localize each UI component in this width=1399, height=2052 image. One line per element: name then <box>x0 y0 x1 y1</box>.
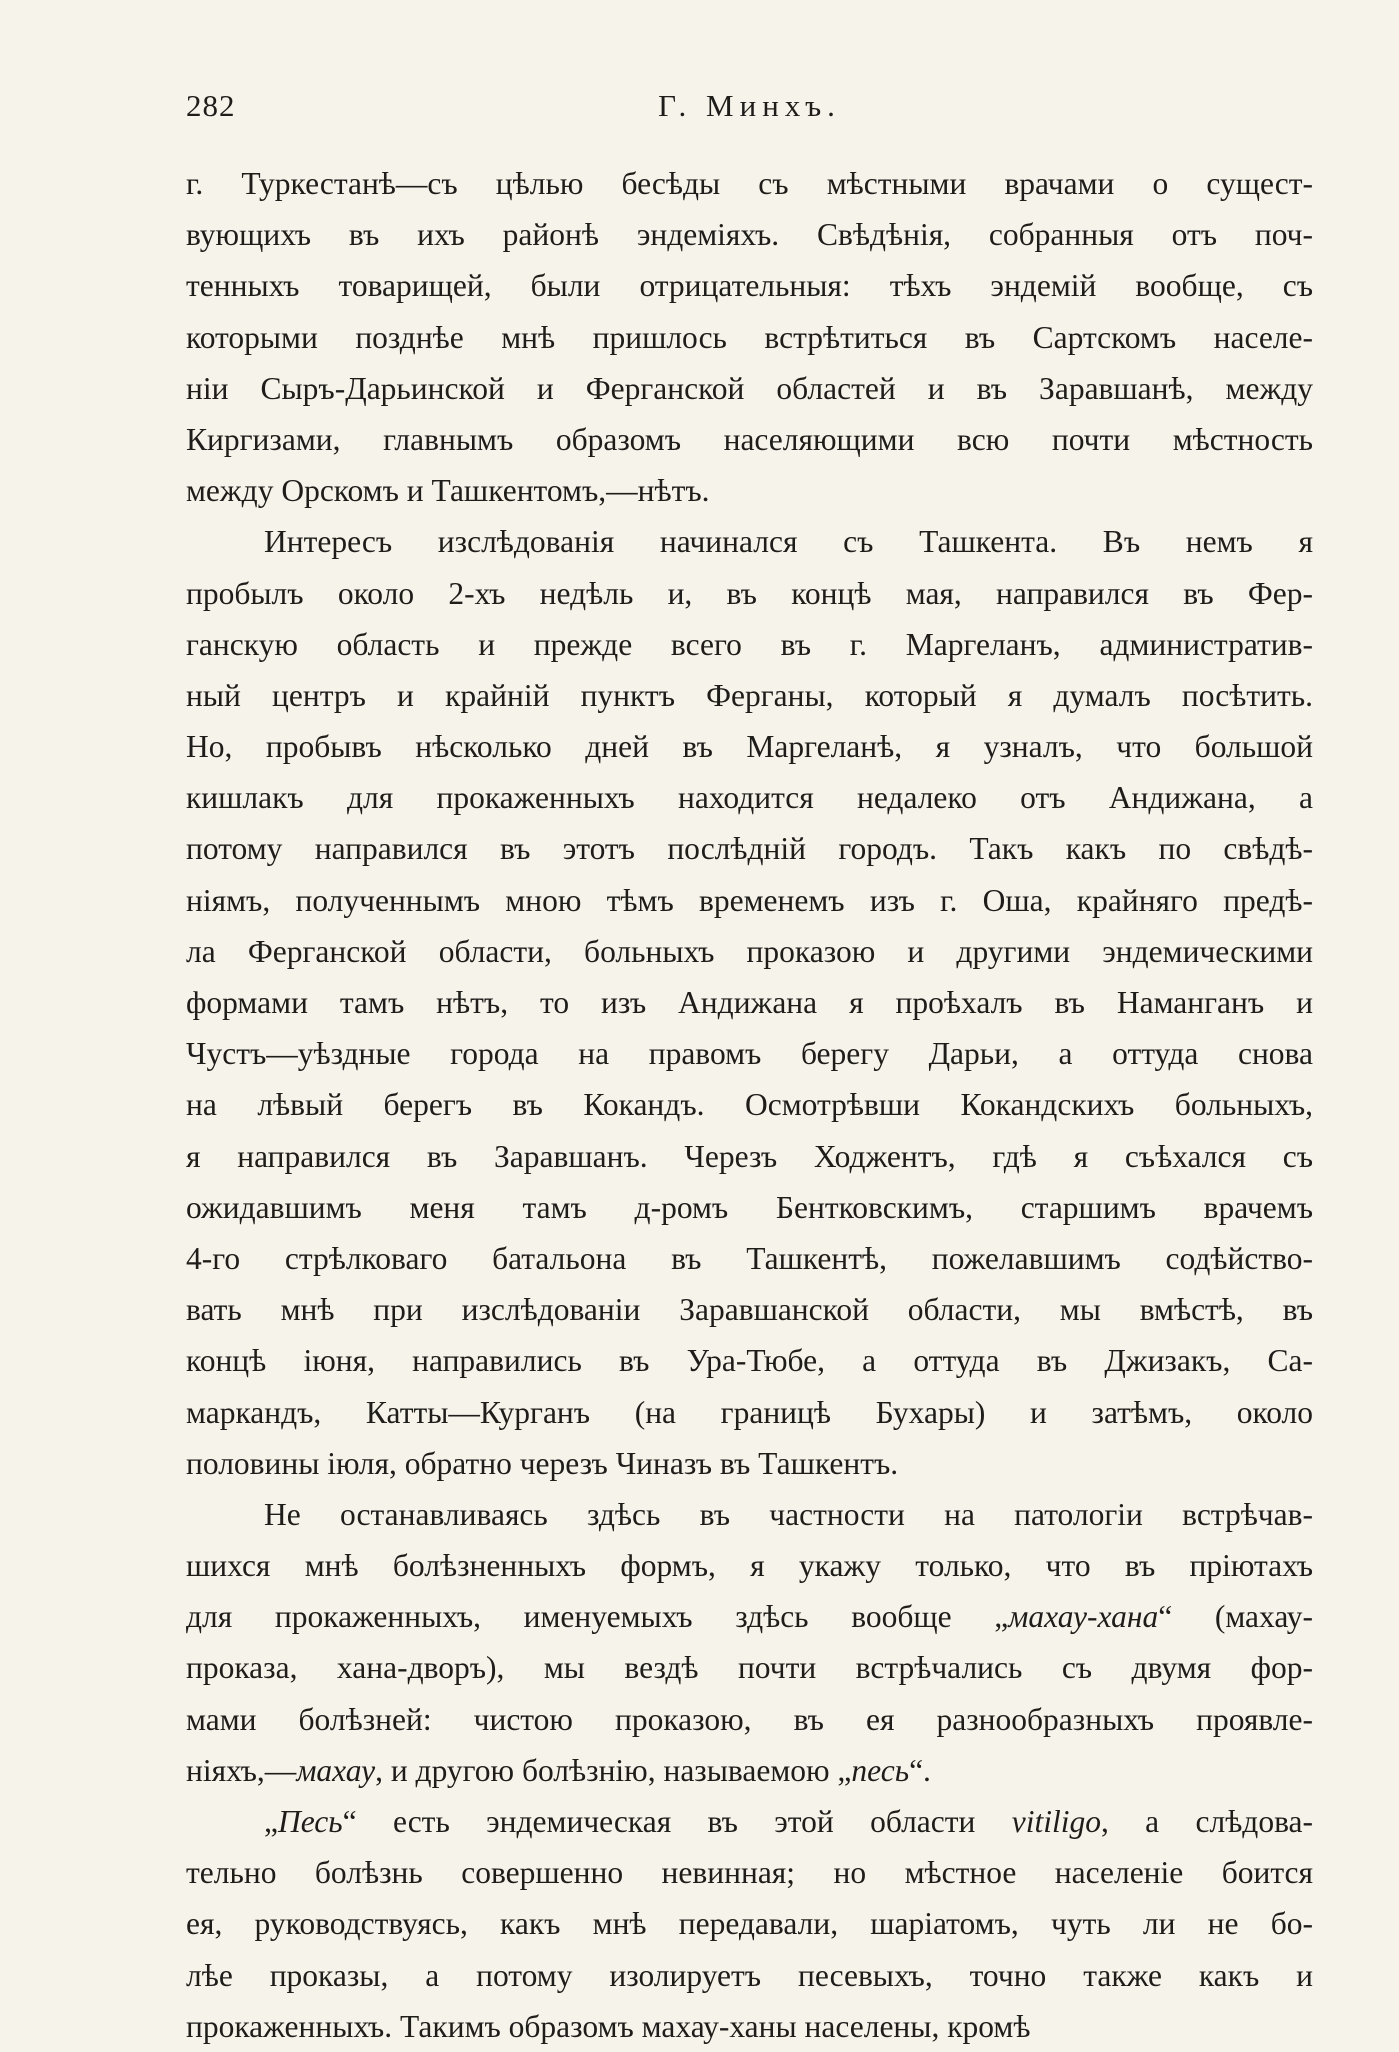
text-segment: на лѣвый берегъ въ Кокандъ. Осмотрѣвши Кокандскихъ больныхъ, <box>186 1087 1313 1123</box>
text-line <box>186 1950 1313 2001</box>
italic-text: vitiligo <box>1011 1804 1101 1839</box>
text-segment: “ (махау- <box>1158 1599 1313 1635</box>
page-header <box>186 88 1313 128</box>
text-line <box>186 209 1313 260</box>
body-text <box>186 158 1313 2052</box>
text-segment: Киргизами, главнымъ образомъ населяющими всю почти мѣстность <box>186 421 1313 457</box>
text-line <box>186 823 1313 874</box>
text-segment: 4-го стрѣлковаго батальона въ Ташкентѣ, пожелавшимъ содѣйство- <box>186 1240 1313 1276</box>
text-line <box>186 619 1313 670</box>
paragraph <box>186 516 1313 1489</box>
text-segment: ла Ферганской области, больныхъ проказою и другими эндемическими <box>186 933 1313 969</box>
text-line <box>186 363 1313 414</box>
text-segment: вать мнѣ при изслѣдованіи Заравшанской области, мы вмѣстѣ, въ <box>186 1292 1313 1328</box>
text-segment: ный центръ и крайній пунктъ Ферганы, который я думалъ посѣтить. <box>186 677 1313 713</box>
text-line <box>186 1540 1313 1591</box>
italic-text: песь <box>851 1752 910 1788</box>
text-segment: потому направился въ этотъ послѣдній городъ. Такъ какъ по свѣдѣ- <box>186 831 1313 867</box>
text-segment: лѣе проказы, а потому изолируетъ песевыхъ, точно также какъ и <box>186 1957 1313 1993</box>
text-segment: ганскую область и прежде всего въ г. Маргеланъ, административ- <box>186 626 1313 662</box>
text-line <box>186 670 1313 721</box>
text-line <box>186 465 1313 516</box>
paragraph <box>186 158 1313 516</box>
text-line <box>186 1694 1313 1745</box>
text-line <box>186 1745 1313 1796</box>
text-line <box>186 1079 1313 1130</box>
text-segment: вующихъ въ ихъ районѣ эндеміяхъ. Свѣдѣнія, собранныя отъ поч- <box>186 217 1313 253</box>
text-segment: которыми позднѣе мнѣ пришлось встрѣтиться въ Сартскомъ населе- <box>186 319 1313 355</box>
text-segment: г. Туркестанѣ—съ цѣлью бесѣды съ мѣстными врачами о сущест- <box>186 166 1313 201</box>
text-line <box>186 1335 1313 1386</box>
text-line <box>186 926 1313 977</box>
text-line <box>186 260 1313 311</box>
italic-text: махау-хана <box>1008 1599 1159 1635</box>
text-line <box>186 1898 1313 1949</box>
text-line <box>186 1489 1313 1540</box>
italic-text: Песь <box>277 1804 343 1839</box>
text-segment: Но, пробывъ нѣсколько дней въ Маргеланѣ, я узналъ, что большой <box>186 729 1313 765</box>
text-segment: я направился въ Заравшанъ. Черезъ Ходжентъ, гдѣ я съѣхался съ <box>186 1138 1313 1174</box>
text-line <box>186 414 1313 465</box>
text-segment: формами тамъ нѣтъ, то изъ Андижана я проѣхалъ въ Наманганъ и <box>186 985 1313 1020</box>
text-line <box>186 772 1313 823</box>
text-line <box>186 1182 1313 1233</box>
italic-text: махау <box>296 1752 376 1788</box>
running-title: Г. Минхъ. <box>658 88 841 123</box>
text-line <box>186 1028 1313 1079</box>
text-segment: проказа, хана-дворъ), мы вездѣ почти встрѣчались съ двумя фор- <box>186 1650 1313 1686</box>
text-line <box>186 977 1313 1028</box>
paragraph <box>186 1489 1313 1796</box>
text-line <box>186 2001 1313 2052</box>
text-segment: , а слѣдова- <box>1100 1804 1313 1839</box>
text-segment: мами болѣзней: чистою проказою, въ ея разнообразныхъ проявле- <box>186 1701 1313 1737</box>
text-segment: пробылъ около 2-хъ недѣль и, въ концѣ мая, направился въ Фер- <box>186 575 1313 611</box>
text-segment: для прокаженныхъ, именуемыхъ здѣсь вообще „ <box>186 1599 1009 1635</box>
text-segment: ніяхъ,— <box>186 1752 297 1788</box>
text-line <box>186 1233 1313 1284</box>
text-line <box>186 1387 1313 1438</box>
text-segment: Чустъ—уѣздные города на правомъ берегу Дарьи, а оттуда снова <box>186 1036 1313 1072</box>
text-line <box>186 568 1313 619</box>
text-segment: между Орскомъ и Ташкентомъ,—нѣтъ. <box>186 473 710 509</box>
text-segment: ніи Сыръ-Дарьинской и Ферганской областей и въ Заравшанѣ, между <box>186 370 1313 406</box>
text-segment: „ <box>264 1804 278 1839</box>
text-segment: Интересъ изслѣдованія начинался съ Ташкента. Въ немъ я <box>264 524 1313 560</box>
text-segment: тельно болѣзнь совершенно невинная; но мѣстное населеніе боится <box>186 1855 1313 1891</box>
text-segment: половины іюля, обратно черезъ Чиназъ въ Ташкентъ. <box>186 1445 899 1481</box>
text-line <box>186 516 1313 567</box>
text-line <box>186 1438 1313 1489</box>
text-segment: шихся мнѣ болѣзненныхъ формъ, я укажу только, что въ пріютахъ <box>186 1548 1313 1584</box>
text-line <box>186 1131 1313 1182</box>
text-line <box>186 1847 1313 1898</box>
text-segment: ожидавшимъ меня тамъ д-ромъ Бентковскимъ, старшимъ врачемъ <box>186 1189 1313 1225</box>
text-segment: ніямъ, полученнымъ мною тѣмъ временемъ изъ г. Оша, крайняго предѣ- <box>186 882 1313 918</box>
text-line <box>186 1591 1313 1642</box>
text-line <box>186 1796 1313 1847</box>
text-segment: прокаженныхъ. Такимъ образомъ махау-ханы населены, кромѣ <box>186 2008 1031 2044</box>
text-segment: ея, руководствуясь, какъ мнѣ передавали, шаріатомъ, чуть ли не бо- <box>186 1906 1313 1942</box>
text-segment: , и другою болѣзнію, называемою „ <box>375 1752 852 1788</box>
text-line <box>186 312 1313 363</box>
paragraph <box>186 1796 1313 2052</box>
text-line <box>186 721 1313 772</box>
text-segment: концѣ іюня, направились въ Ура-Тюбе, а оттуда въ Джизакъ, Са- <box>186 1343 1313 1379</box>
page-number: 282 <box>186 88 236 123</box>
text-segment: “ есть эндемическая въ этой области <box>342 1804 1012 1839</box>
text-segment: Не останавливаясь здѣсь въ частности на патологіи встрѣчав- <box>264 1496 1313 1532</box>
text-segment: маркандъ, Катты—Курганъ (на границѣ Бухары) и затѣмъ, около <box>186 1394 1313 1430</box>
text-line <box>186 1284 1313 1335</box>
text-line <box>186 875 1313 926</box>
text-line <box>186 158 1313 209</box>
text-segment: “. <box>909 1752 931 1788</box>
text-segment: тенныхъ товарищей, были отрицательныя: тѣхъ эндемій вообще, съ <box>186 268 1313 304</box>
text-line <box>186 1642 1313 1693</box>
text-segment: кишлакъ для прокаженныхъ находится недалеко отъ Андижана, а <box>186 780 1313 816</box>
